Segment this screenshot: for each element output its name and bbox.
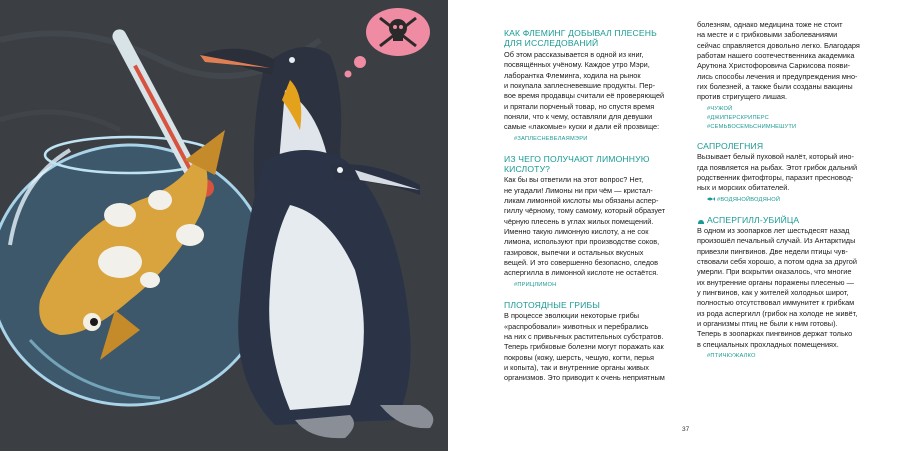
section-heading [697, 141, 882, 151]
body-line: посвящённых учёному. Каждое утро Мэри, [504, 60, 650, 70]
section-heading [504, 154, 686, 175]
body-line: самые «лакомые» куски и дали ей прозвище: [504, 122, 660, 132]
body-line: на месте и с грибковыми заболеваниями [697, 30, 838, 40]
illustration-drawing [0, 0, 448, 451]
body-line: газировок, выпечки и остальных вкусных [504, 247, 644, 257]
body-line: болезням, однако медицина тоже не стоит [697, 20, 843, 29]
body-line: против стригущего лишая. [697, 92, 788, 102]
continuation-body [697, 20, 882, 103]
body-line: ствовали себя хорошо, а потом одна за другой [697, 256, 857, 266]
hashtag [707, 196, 882, 205]
heading-line: ИЗ ЧЕГО ПОЛУЧАЮТ ЛИМОННУЮ [504, 153, 650, 164]
section-carnivorous-fungi [504, 300, 686, 384]
body-line: привезли пингвинов. Две недели птицы чув- [697, 246, 848, 256]
body-line: полностью отсутствовал иммунитет к грибкам [697, 298, 855, 308]
body-line: их внутренние органы поражены плесенью — [697, 277, 854, 287]
body-line: работам нашего соотечественника академика [697, 51, 855, 61]
body-line: ных и морских обитателей. [697, 183, 790, 193]
body-line: лаборантка Флеминга, ходила на рынок [504, 70, 641, 80]
left-column [504, 28, 686, 394]
body-line: гда появляется на рыбах. Этот грибок дальний [697, 162, 858, 172]
illustration-penguins-fishbowl [0, 0, 448, 451]
body-line: из рода аспергилл (грибок на холоде не живёт, [697, 308, 858, 318]
body-line: и организмы птиц не были к ним готовы). [697, 319, 838, 329]
body-line: ликам лимонной кислоты мы обязаны аспер- [504, 196, 659, 206]
section-heading [697, 215, 882, 225]
body-line: вое время продавцы считали её проверяющей [504, 91, 665, 101]
body-line: аспергилла в лимонной кислоте не остаётся. [504, 268, 659, 278]
section-citric-acid [504, 154, 686, 290]
body-line: Вызывает белый пуховой налёт, который ино- [697, 152, 854, 162]
body-line: сейчас справляется довольно легко. Благодаря [697, 40, 860, 50]
body-line: в специальных прохладных помещениях. [697, 339, 839, 349]
text-page [452, 0, 900, 451]
section-body [504, 311, 686, 383]
body-line: родственник фитофторы, паразит пресновод- [697, 172, 854, 182]
body-line: Теперь грибковые болезни могут поражать как [504, 342, 664, 352]
body-line: произошёл печальный случай. Из Антарктиды [697, 236, 856, 246]
body-line: у пингвинов, как у жителей холодных широт, [697, 288, 849, 297]
section-body [504, 175, 686, 278]
body-line: умерли. При вскрытии оказалось, что многие [697, 267, 852, 277]
right-column [697, 20, 882, 371]
hashtag: #ДЖИПЕРСКРИПЕРС [707, 114, 769, 121]
hashtag: #СЕМЬВОСЕМЬСНИМНЕШУТИ [707, 123, 797, 130]
heading-line: КАК ФЛЕМИНГ ДОБЫВАЛ ПЛЕСЕНЬ [504, 28, 657, 38]
body-line: гиллу чёрному, тому самому, который образует [504, 206, 666, 216]
body-line: лимона, используют при производстве соков, [504, 237, 660, 247]
hashtag: #ПРИЦЛИМОН [514, 281, 557, 288]
section-fleming [504, 28, 686, 144]
body-line: Как бы вы ответили на этот вопрос? Нет, [504, 175, 644, 185]
body-line: покровы (кожу, шерсть, чешую, когти, перья [504, 352, 655, 362]
penguin-icon [697, 217, 705, 223]
body-line: чёрную плесень в углах жилых помещений. [504, 216, 654, 226]
heading-line: САПРОЛЕГНИЯ [697, 140, 764, 151]
hashtag: #ЗАПЛЕСНЕВЕЛАЯМЭРИ [514, 135, 588, 142]
body-line: Арутюна Христофоровича Саркисова появи- [697, 61, 851, 71]
body-line: В одном из зоопарков лет шестьдесят назад [697, 225, 850, 235]
body-line: и покупала заплесневевшие продукты. Пер- [504, 80, 656, 90]
page-number: 37 [682, 426, 690, 433]
body-line: гих болезней, а также были созданы вакцины [697, 82, 853, 92]
body-line: на них с привычных растительных субстратов. [504, 331, 664, 341]
hashtag-list [697, 105, 882, 132]
section-body [697, 226, 882, 350]
body-line: и прятали порченый товар, но спустя время [504, 101, 655, 111]
body-line: не угадали! Лимоны ни при чём — кристал- [504, 185, 653, 195]
section-body [697, 152, 882, 193]
heading-line: АСПЕРГИЛЛ-УБИЙЦА [707, 214, 800, 225]
hashtag: #ПТИЧКУЖАЛКО [707, 353, 756, 360]
heading-line: ДЛЯ ИССЛЕДОВАНИЙ [504, 38, 599, 49]
body-line: и копыта), так и внутренние органы живых [504, 362, 649, 372]
body-line: поняли, что к чему, оставляли для девушки [504, 111, 653, 121]
section-aspergillus-killer [697, 215, 882, 362]
heading-line: ПЛОТОЯДНЫЕ ГРИБЫ [504, 299, 601, 310]
section-body [504, 50, 686, 133]
section-saprolegnia [697, 141, 882, 205]
section-heading [504, 300, 686, 310]
body-line: Именно такую лимонную кислоту, а не сок [504, 227, 649, 237]
body-line: Об этом рассказывается в одной из книг, [504, 49, 644, 59]
fish-icon [707, 196, 715, 202]
hashtag-text: #ВОДЯНОЙВОДЯНОЙ [717, 196, 781, 203]
body-line: Теперь в зоопарках пингвинов держат только [697, 329, 853, 339]
hashtag: #ЧУЖОЙ [707, 105, 733, 112]
heading-line: КИСЛОТУ? [504, 163, 551, 174]
section-heading [504, 28, 686, 49]
body-line: организмов. Это приводит к очень неприятным [504, 373, 665, 383]
body-line: вещей. И это совершенно безопасно, следов [504, 258, 658, 268]
body-line: В процессе эволюции некоторые грибы [504, 311, 640, 321]
body-line: лись способы лечения и предупреждения мно- [697, 71, 858, 81]
body-line: «распробовали» животных и перебрались [504, 321, 649, 331]
